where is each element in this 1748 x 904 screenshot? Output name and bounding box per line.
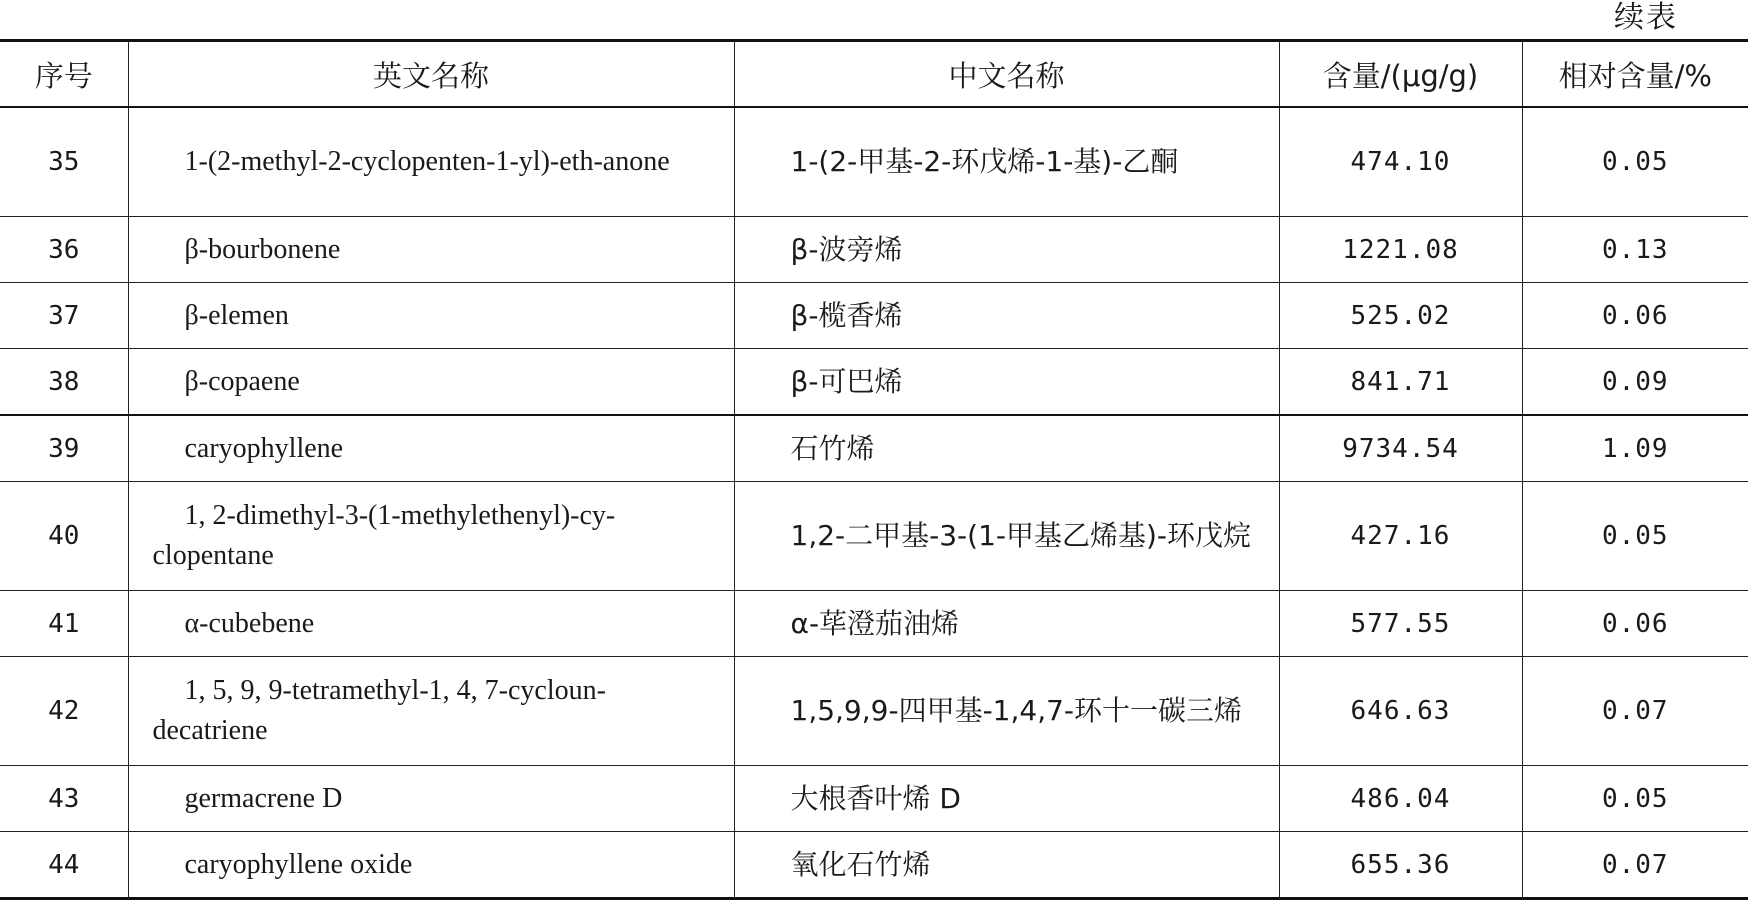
cell-index-text: 43 [48, 783, 80, 814]
cell-content-text: 427.16 [1350, 521, 1451, 551]
cell-relative-content [1522, 657, 1748, 766]
cell-chinese-name-text: 石竹烯 [790, 431, 875, 465]
cell-relative-content-text: 0.07 [1601, 696, 1669, 726]
cell-index [0, 349, 128, 416]
cell-index-text: 37 [48, 300, 80, 331]
cell-content-text: 525.02 [1350, 300, 1451, 331]
cell-relative-content [1522, 482, 1748, 591]
cell-content [1279, 482, 1522, 591]
cell-english-name-text: α-cubebene [184, 607, 315, 639]
cell-content [1279, 217, 1522, 283]
table-row [0, 217, 1748, 283]
cell-relative-content [1522, 591, 1748, 657]
cell-chinese-name-text: β-榄香烯 [790, 298, 903, 332]
cell-content-text: 841.71 [1350, 366, 1451, 397]
cell-relative-content-text: 0.13 [1601, 234, 1669, 265]
cell-index-text: 38 [48, 366, 80, 397]
cell-chinese-name-text: 1-(2-甲基-2-环戊烯-1-基)-乙酮 [790, 145, 1179, 178]
header-chinese-name: 中文名称 [734, 41, 1279, 108]
cell-english-name [128, 766, 734, 832]
table-row [0, 107, 1748, 217]
table-row [0, 766, 1748, 832]
cell-index-text: 41 [48, 608, 80, 639]
cell-index [0, 415, 128, 482]
cell-chinese-name [734, 283, 1279, 349]
cell-english-name-text: β-elemen [184, 299, 289, 331]
cell-relative-content [1522, 766, 1748, 832]
cell-index [0, 832, 128, 899]
cell-content-text: 486.04 [1350, 783, 1451, 814]
cell-english-name-text: germacrene D [184, 782, 343, 814]
cell-index-text: 44 [48, 849, 80, 880]
cell-english-name [128, 591, 734, 657]
cell-english-name-text: 1-(2-methyl-2-cyclopenten-1-yl)-eth-anone [184, 146, 670, 177]
cell-content-text: 1221.08 [1342, 234, 1459, 265]
cell-index-text: 36 [48, 234, 80, 265]
cell-chinese-name [734, 415, 1279, 482]
cell-english-name [128, 349, 734, 416]
cell-content [1279, 591, 1522, 657]
table-row [0, 349, 1748, 416]
cell-chinese-name [734, 766, 1279, 832]
cell-index [0, 107, 128, 217]
cell-index [0, 217, 128, 283]
cell-content-text: 474.10 [1350, 147, 1451, 177]
header-index: 序号 [0, 41, 128, 108]
cell-english-name [128, 482, 734, 591]
cell-index [0, 591, 128, 657]
cell-english-name [128, 283, 734, 349]
continued-table-label: 续表 [1614, 0, 1678, 35]
cell-content [1279, 107, 1522, 217]
header-english-name: 英文名称 [128, 41, 734, 108]
cell-relative-content [1522, 832, 1748, 899]
cell-relative-content [1522, 217, 1748, 283]
table-row [0, 482, 1748, 591]
table-body [0, 107, 1748, 899]
cell-content-text: 655.36 [1350, 849, 1451, 880]
table-row [0, 657, 1748, 766]
cell-content [1279, 832, 1522, 899]
cell-english-name-text: 1, 5, 9, 9-tetramethyl-1, 4, 7-cycloun-decatriene [152, 675, 606, 746]
cell-english-name-text: caryophyllene oxide [184, 848, 413, 880]
cell-index [0, 766, 128, 832]
cell-relative-content-text: 0.05 [1601, 783, 1669, 814]
cell-chinese-name-text: 氧化石竹烯 [790, 847, 931, 881]
cell-relative-content-text: 1.09 [1601, 433, 1669, 464]
cell-english-name-text: 1, 2-dimethyl-3-(1-methylethenyl)-cy-clopentane [152, 500, 616, 571]
cell-chinese-name [734, 657, 1279, 766]
cell-chinese-name [734, 107, 1279, 217]
cell-index-text: 42 [48, 696, 80, 726]
cell-relative-content [1522, 349, 1748, 416]
cell-content-text: 577.55 [1350, 608, 1451, 639]
cell-chinese-name [734, 349, 1279, 416]
cell-relative-content-text: 0.05 [1601, 521, 1669, 551]
cell-index [0, 283, 128, 349]
cell-english-name [128, 657, 734, 766]
header-content: 含量/(μg/g) [1279, 41, 1522, 108]
table-header [0, 41, 1748, 108]
cell-index [0, 657, 128, 766]
cell-relative-content-text: 0.07 [1601, 849, 1669, 880]
cell-chinese-name-text: β-波旁烯 [790, 232, 903, 266]
cell-chinese-name [734, 217, 1279, 283]
cell-relative-content [1522, 415, 1748, 482]
compound-table [0, 39, 1748, 900]
cell-chinese-name [734, 832, 1279, 899]
cell-chinese-name [734, 482, 1279, 591]
cell-index-text: 35 [48, 147, 80, 177]
cell-chinese-name-text: 大根香叶烯 D [790, 781, 961, 815]
cell-content [1279, 766, 1522, 832]
cell-english-name [128, 832, 734, 899]
cell-relative-content-text: 0.09 [1601, 366, 1669, 397]
table-row [0, 832, 1748, 899]
cell-chinese-name-text: 1,5,9,9-四甲基-1,4,7-环十一碳三烯 [790, 694, 1243, 727]
header-relative-content: 相对含量/% [1522, 41, 1748, 108]
cell-relative-content-text: 0.05 [1601, 147, 1669, 177]
cell-english-name-text: β-bourbonene [184, 233, 341, 265]
header-row [0, 41, 1748, 108]
cell-english-name-text: β-copaene [184, 365, 300, 397]
cell-chinese-name-text: 1,2-二甲基-3-(1-甲基乙烯基)-环戊烷 [790, 519, 1252, 552]
cell-english-name-text: caryophyllene [184, 432, 344, 464]
cell-content [1279, 283, 1522, 349]
cell-content [1279, 415, 1522, 482]
table-row [0, 415, 1748, 482]
cell-chinese-name-text: β-可巴烯 [790, 364, 903, 398]
cell-content-text: 9734.54 [1342, 433, 1459, 464]
cell-relative-content [1522, 107, 1748, 217]
cell-relative-content-text: 0.06 [1601, 300, 1669, 331]
cell-english-name [128, 415, 734, 482]
cell-chinese-name [734, 591, 1279, 657]
cell-index [0, 482, 128, 591]
cell-content [1279, 349, 1522, 416]
cell-chinese-name-text: α-荜澄茄油烯 [790, 606, 960, 640]
cell-english-name [128, 217, 734, 283]
cell-content [1279, 657, 1522, 766]
cell-relative-content-text: 0.06 [1601, 608, 1669, 639]
cell-content-text: 646.63 [1350, 696, 1451, 726]
table-row [0, 591, 1748, 657]
cell-relative-content [1522, 283, 1748, 349]
cell-index-text: 40 [48, 521, 80, 551]
cell-index-text: 39 [48, 433, 80, 464]
table-row [0, 283, 1748, 349]
cell-english-name [128, 107, 734, 217]
